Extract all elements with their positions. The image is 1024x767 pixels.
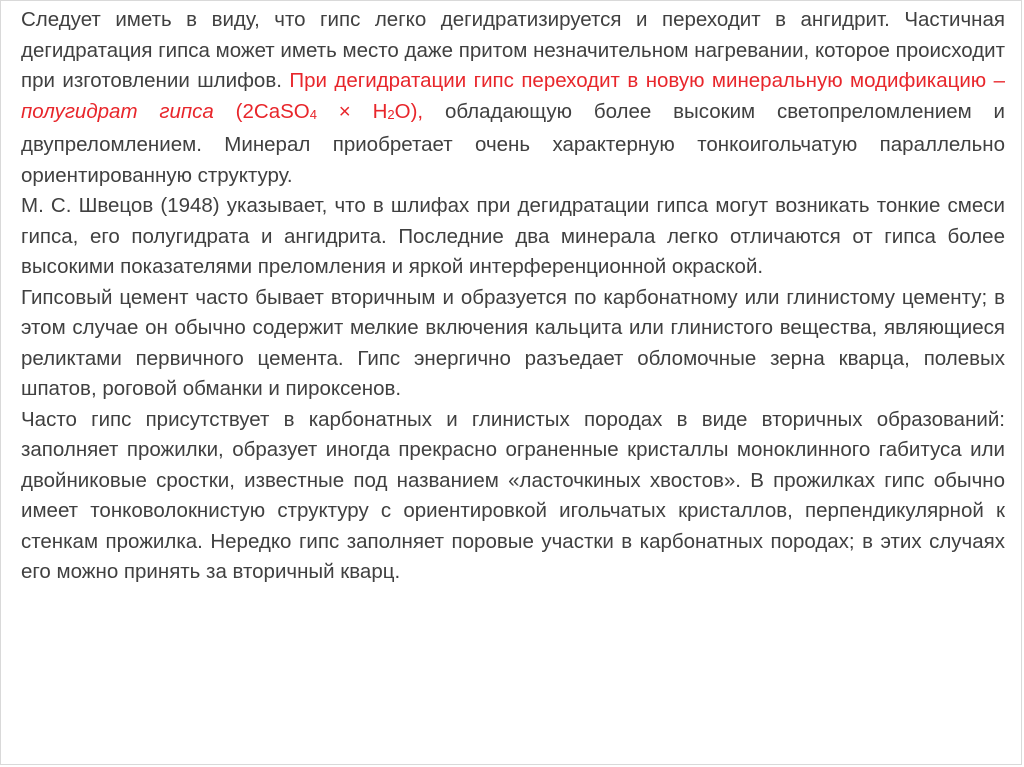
paragraph-3: Гипсовый цемент часто бывает вторичным и образуется по карбонатному или глинистому цементу; в этом случае он обычно содержит мелкие включения кальцита или глинистого вещества, являющиеся реликтами первичного цемента. Гипс энергично разъедает обломочные зерна кварца, полевых шпатов, роговой обманки и пироксенов. — [21, 285, 1005, 400]
highlight-part-a: При дегидратации гипс переходит в новую минеральную модификацию – — [289, 69, 1005, 92]
paragraph-2: М. С. Швецов (1948) указывает, что в шлифах при дегидратации гипса могут возникать тонкие смеси гипса, его полугидрата и ангидрита. Последние два минерала легко отличаются от гипса более высокими показателями преломления и яркой интерференционной окраской. — [21, 194, 1005, 278]
paragraph-1-text: Следует иметь в виду, что гипс легко дегидратизируется и переходит в ангидрит. Частичная дегидратация гипса может иметь место даже притом незначительном нагревании, которое происходит при изготовлении шлифов. — [21, 8, 1005, 92]
formula-part-2: × H — [316, 99, 388, 123]
formula-subscript-2: 2 — [387, 106, 395, 122]
formula-subscript-4: 4 — [309, 106, 317, 122]
paragraph-4: Часто гипс присутствует в карбонатных и глинистых породах в виде вторичных образований: заполняет прожилки, образует иногда прекрасно ограненные кристаллы моноклинного габитуса или двойниковые сростки, известные под названием «ласточкиных хвостов». В прожилках гипс обычно имеет тонковолокнистую структуру с ориентировкой игольчатых кристаллов, перпендикулярной к стенкам прожилка. Нередко гипс заполняет поровые участки в карбонатных породах; в этих случаях его можно принять за вторичный кварц. — [21, 407, 1005, 583]
formula-part-1: (2CaSO — [213, 99, 310, 123]
formula-part-3: O), — [394, 99, 424, 123]
highlight-italic: полугидрат гипса — [21, 99, 214, 123]
paragraph-1 — [21, 5, 1005, 191]
paragraph-1-continuation: обладающую более высоким светопреломлением и двупреломлением. Минерал приобретает очень характерную тонкоигольчатую параллельно ориентированную структуру. — [21, 99, 1005, 187]
text-body — [21, 5, 1005, 588]
